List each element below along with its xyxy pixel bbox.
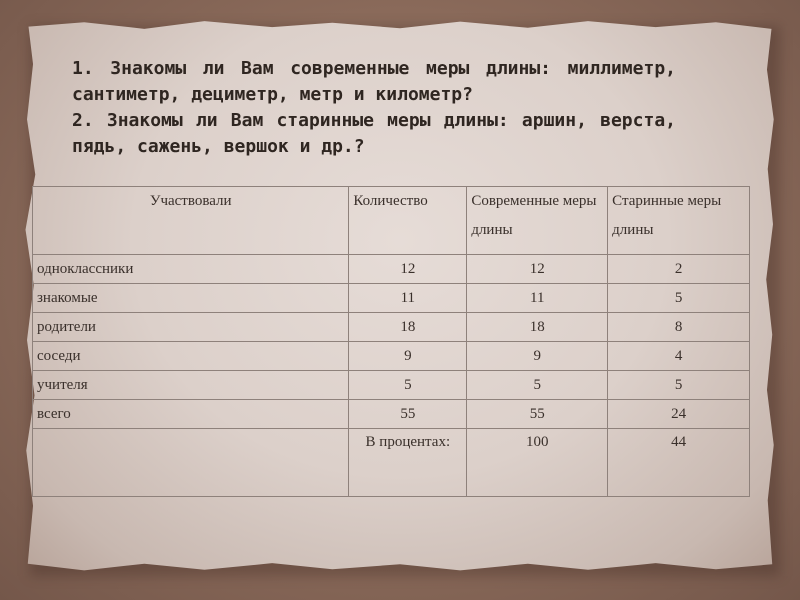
header-participant: Участвовали [33,187,349,255]
table-row [33,313,750,342]
table-row [33,371,750,400]
header-modern: Современные меры длины [467,187,608,255]
row-modern: 55 [467,400,608,429]
row-label: соседи [33,342,349,371]
row-count: 9 [349,342,467,371]
row-label: всего [33,400,349,429]
row-old: 2 [608,255,750,284]
row-label: учителя [33,371,349,400]
row-count: 55 [349,400,467,429]
table-row [33,342,750,371]
row-label-empty [33,429,349,497]
row-modern: 5 [467,371,608,400]
row-label: одноклассники [33,255,349,284]
percent-label: В процентах: [365,434,451,450]
row-count: 12 [349,255,467,284]
header-count [349,187,467,255]
table-row [33,284,750,313]
row-modern: 11 [467,284,608,313]
table-row-total [33,400,750,429]
header-old: Старинные меры длины [608,187,750,255]
question-1: 1. Знакомы ли Вам современные меры длины: миллиметр, сантиметр, дециметр, метр и километр? [72,58,676,105]
table-row-percent [33,429,750,497]
survey-table [32,186,750,497]
row-modern: 9 [467,342,608,371]
row-count: 11 [349,284,467,313]
row-modern: 12 [467,255,608,284]
percent-old: 44 [608,429,750,497]
row-count: 18 [349,313,467,342]
percent-label-cell [349,429,467,497]
questions-block [72,56,676,160]
row-count: 5 [349,371,467,400]
row-old: 8 [608,313,750,342]
row-label: знакомые [33,284,349,313]
percent-modern: 100 [467,429,608,497]
row-old: 5 [608,371,750,400]
header-count-text: Количество [353,193,428,209]
row-old: 4 [608,342,750,371]
row-old: 5 [608,284,750,313]
row-modern: 18 [467,313,608,342]
table-row [33,255,750,284]
question-2: 2. Знакомы ли Вам старинные меры длины: аршин, верста, пядь, сажень, вершок и др.? [72,110,676,157]
table-header-row [33,187,750,255]
row-label: родители [33,313,349,342]
row-old: 24 [608,400,750,429]
